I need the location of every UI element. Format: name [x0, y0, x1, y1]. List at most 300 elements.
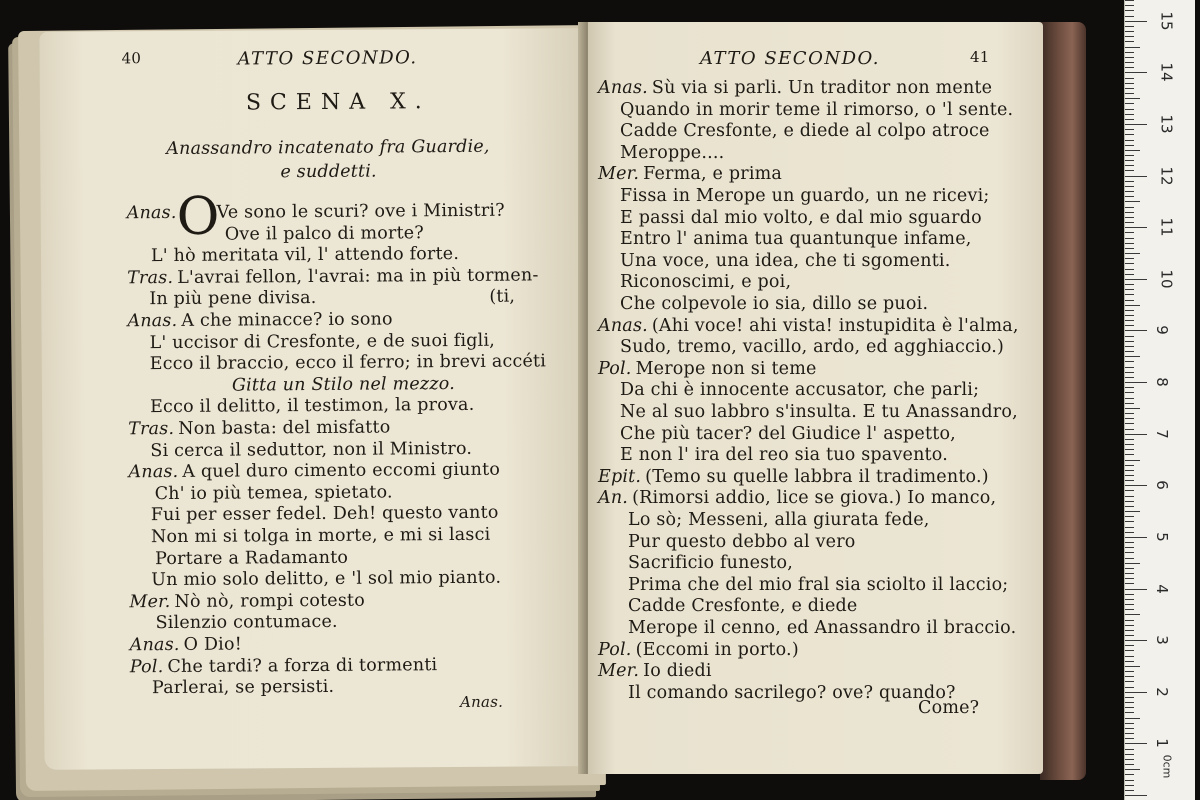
ruler-tick	[1125, 552, 1134, 553]
ruler-tick	[1125, 36, 1134, 37]
ruler-tick	[1125, 774, 1134, 775]
verse-line	[155, 547, 348, 568]
verse-line	[129, 590, 365, 612]
ruler-tick	[1125, 594, 1134, 595]
ruler-tick	[1125, 620, 1134, 621]
ruler-tick	[1125, 480, 1134, 481]
ruler-tick	[1125, 52, 1134, 53]
verse-text: Cadde Cresfonte, e diede	[628, 596, 858, 617]
verse-line	[620, 100, 1013, 120]
ruler-tick	[1125, 707, 1134, 708]
verse-line	[598, 164, 782, 184]
ruler-tick	[1125, 31, 1134, 32]
ruler-tick	[1125, 568, 1134, 569]
verse-text: Ecco il delitto, il testimon, la prova.	[149, 395, 475, 418]
ruler-tick	[1125, 408, 1140, 409]
ruler-label: 8	[1152, 377, 1171, 387]
ruler-tick	[1125, 542, 1134, 543]
verse-text: E non l' ira del reo sia tuo spavento.	[620, 445, 948, 466]
ruler-tick	[1125, 460, 1140, 461]
ruler-tick	[1125, 625, 1134, 626]
verse-text: Cadde Cresfonte, e diede al colpo atroce	[620, 121, 990, 142]
line-end-fragment: (ti,	[489, 286, 516, 307]
ruler-label: 5	[1152, 532, 1171, 542]
verse-line	[620, 294, 928, 314]
verse-text: Ch' io più temea, spietato.	[154, 482, 393, 504]
right-catchword: Come?	[918, 698, 980, 718]
ruler-tick	[1125, 367, 1134, 368]
ruler-label: 4	[1152, 583, 1171, 594]
ruler-tick	[1125, 160, 1134, 161]
scene-title: SCENA X.	[245, 89, 431, 116]
verse-text: O Dio!	[183, 634, 242, 655]
ruler-tick	[1125, 769, 1140, 770]
ruler-tick	[1125, 372, 1134, 373]
ruler-tick	[1125, 145, 1134, 146]
ruler-tick	[1125, 780, 1134, 781]
verse-line	[155, 612, 337, 633]
verse-text: Ecco il braccio, ecco il ferro; in brevi accéti	[149, 351, 547, 375]
ruler-label: 14	[1157, 62, 1176, 82]
ruler-tick	[1125, 377, 1134, 378]
ruler-tick	[1125, 501, 1134, 502]
verse-text: In più pene divisa.	[149, 288, 317, 310]
verse-line	[628, 575, 1008, 595]
ruler-tick	[1125, 434, 1147, 435]
ruler-tick	[1125, 650, 1134, 651]
ruler-tick	[1125, 743, 1147, 744]
ruler-tick	[1125, 165, 1134, 166]
verse-line	[620, 445, 948, 465]
verse-line	[151, 244, 459, 266]
ruler-tick	[1125, 465, 1134, 466]
ruler-tick	[1125, 635, 1134, 636]
verse-text: Da chi è innocente accusator, che parli;	[620, 380, 980, 401]
speaker-label: Anas.	[128, 462, 179, 483]
verse-line	[598, 661, 712, 681]
ruler-tick	[1125, 88, 1134, 89]
ruler-tick	[1125, 83, 1134, 84]
ruler-tick	[1125, 191, 1134, 192]
verse-text: Quando in morir teme il rimorso, o 'l sente.	[620, 99, 1014, 120]
ruler-label: 1	[1152, 738, 1171, 749]
ruler-tick	[1125, 413, 1134, 414]
ruler-label: 15	[1157, 11, 1176, 31]
ruler-label: 12	[1157, 166, 1176, 186]
verse-line	[151, 503, 499, 525]
book-cover-edge	[1040, 22, 1086, 780]
ruler-tick	[1125, 196, 1134, 197]
verse-line	[150, 395, 475, 417]
verse-text: Non mi si tolga in morte, e mi si lasci	[150, 524, 491, 548]
verse-line	[127, 265, 539, 288]
ruler-tick	[1125, 738, 1134, 739]
verse-line	[150, 438, 472, 460]
ruler-tick	[1125, 16, 1134, 17]
ruler-tick	[1125, 728, 1134, 729]
ruler-tick	[1125, 10, 1134, 11]
verse-text: L' hò meritata vil, l' attendo forte.	[150, 244, 460, 267]
ruler-label: 9	[1152, 325, 1171, 336]
verse-line	[151, 525, 491, 547]
verse-line	[128, 417, 390, 439]
verse-line	[628, 618, 1016, 638]
speaker-label: Mer.	[598, 661, 640, 682]
ruler-tick	[1125, 212, 1134, 213]
verse-line	[127, 201, 505, 224]
verse-line	[598, 467, 989, 487]
verse-text: L' uccisor di Cresfonte, e de suoi figli,	[149, 330, 496, 353]
ruler-unit: 0cm	[1160, 754, 1174, 779]
ruler-tick	[1125, 558, 1134, 559]
speaker-label: Tras.	[127, 267, 174, 289]
verse-text: Sacrificio funesto,	[628, 553, 794, 574]
verse-text: Il comando sacrilego? ove? quando?	[628, 682, 956, 703]
ruler-tick	[1125, 687, 1134, 688]
verse-text: A che minacce? io sono	[181, 309, 393, 331]
ruler-tick	[1125, 733, 1134, 734]
ruler-tick	[1125, 511, 1140, 512]
ruler-tick	[1125, 578, 1134, 579]
ruler-tick	[1125, 718, 1140, 719]
verse-line	[620, 121, 990, 141]
verse-text: Fui per esser fedel. Deh! questo vanto	[150, 503, 499, 526]
verse-text: Portare a Radamanto	[155, 547, 349, 569]
verse-text: Ove il palco di morte?	[224, 222, 424, 245]
ruler-tick	[1125, 723, 1134, 724]
ruler-tick	[1125, 749, 1134, 750]
ruler-tick	[1125, 201, 1140, 202]
verse-line	[620, 251, 951, 271]
verse-line	[130, 635, 242, 656]
ruler-tick	[1125, 103, 1134, 104]
right-page-number: 41	[970, 48, 990, 66]
verse-text: Entro l' anima tua quantunque infame,	[620, 229, 972, 250]
ruler-tick	[1125, 330, 1147, 331]
ruler-tick	[1125, 62, 1134, 63]
ruler-tick	[1125, 583, 1134, 584]
ruler-tick	[1125, 444, 1134, 445]
ruler-tick	[1125, 589, 1147, 590]
verse-text: Che colpevole io sia, dillo se puoi.	[620, 294, 929, 314]
verse-text: (Eccomi in porto.)	[635, 639, 799, 660]
ruler-tick	[1125, 217, 1134, 218]
ruler-tick	[1125, 207, 1134, 208]
ruler-tick	[1125, 284, 1134, 285]
ruler-tick	[1125, 253, 1140, 254]
verse-line	[598, 640, 799, 660]
ruler-tick	[1125, 140, 1134, 141]
verse-text: Una voce, una idea, che ti sgomenti.	[620, 250, 951, 271]
verse-line	[628, 553, 793, 573]
verse-text: Ne al suo labbro s'insulta. E tu Anassandro,	[620, 402, 1018, 422]
ruler-tick	[1125, 630, 1134, 631]
ruler-label: 2	[1152, 686, 1171, 697]
ruler-tick	[1125, 114, 1134, 115]
verse-text: L'avrai fellon, l'avrai: ma in più tormen-	[177, 265, 539, 288]
ruler-tick	[1125, 573, 1134, 574]
ruler-tick	[1125, 21, 1147, 22]
ruler-tick	[1125, 382, 1147, 383]
ruler-tick	[1125, 232, 1134, 233]
ruler-tick	[1125, 41, 1134, 42]
verse-line	[620, 272, 791, 292]
ruler-tick	[1125, 532, 1134, 533]
ruler-label: 6	[1152, 480, 1171, 491]
verse-line	[620, 143, 724, 163]
stage-direction-2: e suddetti.	[280, 161, 377, 183]
ruler-tick	[1125, 661, 1134, 662]
verse-line	[598, 316, 1019, 336]
verse-text: Merope il cenno, ed Anassandro il braccio.	[628, 618, 1017, 638]
ruler-tick	[1125, 310, 1134, 311]
stage-direction-1: Anassandro incatenato fra Guardie,	[166, 136, 490, 160]
speaker-label: Anas.	[598, 315, 648, 336]
verse-line	[620, 380, 979, 400]
ruler-tick	[1125, 305, 1140, 306]
ruler-tick	[1125, 289, 1134, 290]
ruler-tick	[1125, 656, 1134, 657]
verse-text: Che tardi? a forza di tormenti	[167, 654, 438, 677]
verse-line	[598, 78, 992, 98]
ruler-label: 11	[1157, 217, 1176, 237]
ruler-tick	[1125, 537, 1147, 538]
ruler-label: 10	[1157, 269, 1176, 289]
ruler-tick	[1125, 124, 1147, 125]
ruler-label: 7	[1152, 428, 1171, 439]
ruler-tick	[1125, 26, 1134, 27]
ruler-tick	[1125, 181, 1134, 182]
left-running-head: ATTO SECONDO.	[237, 47, 418, 70]
verse-text: Sudo, tremo, vacillo, ardo, ed agghiaccio.)	[620, 337, 1005, 358]
ruler-tick	[1125, 398, 1134, 399]
verse-line	[620, 424, 956, 444]
ruler-tick	[1125, 269, 1134, 270]
ruler-tick	[1125, 764, 1134, 765]
measuring-ruler	[1124, 0, 1195, 800]
verse-line	[128, 460, 500, 483]
verse-text: Prima che del mio fral sia sciolto il laccio;	[628, 574, 1009, 595]
speaker-label: Epit.	[598, 466, 642, 487]
ruler-tick	[1125, 521, 1134, 522]
ruler-tick	[1125, 759, 1134, 760]
verse-text: Merope non si teme	[635, 358, 817, 379]
ruler-tick	[1125, 429, 1134, 430]
ruler-tick	[1125, 248, 1134, 249]
ruler-tick	[1125, 496, 1134, 497]
ruler-tick	[1125, 320, 1134, 321]
verse-line	[620, 229, 972, 249]
verse-line	[628, 596, 857, 616]
ruler-tick	[1125, 222, 1134, 223]
ruler-tick	[1125, 516, 1134, 517]
speaker-label: Pol.	[598, 639, 632, 660]
ruler-tick	[1125, 403, 1134, 404]
ruler-tick	[1125, 109, 1134, 110]
ruler-tick	[1125, 454, 1134, 455]
ruler-tick	[1125, 258, 1134, 259]
verse-text: Nò nò, rompi cotesto	[174, 590, 366, 612]
ruler-tick	[1125, 790, 1134, 791]
verse-text: Lo sò; Messeni, alla giurata fede,	[628, 510, 930, 530]
ruler-tick	[1125, 72, 1147, 73]
verse-text: Silenzio contumace.	[155, 612, 338, 634]
verse-text: Parlerai, se persisti.	[151, 677, 335, 699]
ruler-tick	[1125, 692, 1147, 693]
ruler-tick	[1125, 263, 1134, 264]
ruler-tick	[1125, 227, 1147, 228]
verse-line	[598, 488, 996, 508]
ruler-tick	[1125, 527, 1134, 528]
verse-line	[628, 532, 856, 552]
verse-line	[127, 309, 392, 331]
verse-line	[225, 223, 424, 244]
ruler-tick	[1125, 506, 1134, 507]
verse-line	[150, 352, 546, 375]
ruler-tick	[1125, 671, 1134, 672]
ruler-tick	[1125, 336, 1134, 337]
ruler-label: 3	[1152, 635, 1171, 645]
ruler-tick	[1125, 119, 1134, 120]
ruler-tick	[1125, 490, 1134, 491]
ruler-tick	[1125, 170, 1134, 171]
verse-text: A quel duro cimento eccomi giunto	[182, 459, 501, 483]
ruler-tick	[1125, 604, 1134, 605]
ruler-tick	[1125, 351, 1134, 352]
speaker-label: Pol.	[598, 358, 632, 379]
ruler-tick	[1125, 361, 1134, 362]
verse-text: Pur questo debbo al vero	[628, 531, 856, 552]
ruler-tick	[1125, 47, 1140, 48]
ruler-tick	[1125, 341, 1134, 342]
verse-text: Riconoscimi, e poi,	[620, 272, 792, 293]
verse-line	[620, 337, 1004, 357]
verse-line	[620, 186, 989, 206]
ruler-tick	[1125, 5, 1134, 6]
ruler-tick	[1125, 449, 1134, 450]
verse-line	[149, 288, 316, 309]
ruler-tick	[1125, 563, 1140, 564]
verse-text: (Ahi voce! ahi vista! instupidita è l'alma,	[651, 315, 1019, 336]
verse-text: (Temo su quelle labbra il tradimento.)	[645, 466, 989, 487]
ruler-tick	[1125, 666, 1140, 667]
verse-text: Ve sono le scuri? ove i Ministri?	[216, 200, 505, 223]
speaker-label: An.	[598, 488, 629, 509]
ruler-tick	[1125, 439, 1134, 440]
ruler-tick	[1125, 676, 1134, 677]
verse-text: Meroppe....	[620, 142, 725, 163]
verse-line	[620, 402, 1018, 422]
ruler-tick	[1125, 392, 1134, 393]
ruler-tick	[1125, 238, 1134, 239]
ruler-tick	[1125, 243, 1134, 244]
verse-line	[628, 683, 956, 703]
speaker-label: Anas.	[598, 78, 648, 98]
verse-text: Sù via si parli. Un traditor non mente	[651, 78, 993, 98]
ruler-tick	[1125, 129, 1134, 130]
verse-line	[152, 677, 334, 698]
ruler-tick	[1125, 387, 1134, 388]
ruler-tick	[1125, 274, 1134, 275]
verse-line	[598, 359, 817, 379]
ruler-tick	[1125, 609, 1134, 610]
speaker-label: Anas.	[127, 310, 178, 332]
ruler-tick	[1125, 614, 1140, 615]
verse-line	[155, 482, 393, 504]
speaker-label: Tras.	[128, 418, 175, 440]
ruler-tick	[1125, 547, 1134, 548]
verse-line	[130, 655, 438, 677]
verse-text: Che più tacer? del Giudice l' aspetto,	[620, 423, 956, 444]
verse-text: Fissa in Merope un guardo, un ne ricevi;	[620, 186, 990, 206]
verse-text: E passi dal mio volto, e dal mio sguardo	[620, 207, 982, 228]
ruler-tick	[1125, 0, 1134, 1]
drop-cap: O	[176, 186, 220, 247]
ruler-label: 13	[1157, 114, 1176, 134]
left-page-number: 40	[121, 49, 142, 68]
ruler-tick	[1125, 176, 1147, 177]
ruler-tick	[1125, 279, 1147, 280]
right-page	[588, 22, 1043, 774]
ruler-tick	[1125, 754, 1134, 755]
ruler-tick	[1125, 712, 1134, 713]
verse-text: Io diedi	[643, 661, 712, 682]
verse-text: Gitta un Stilo nel mezzo.	[231, 373, 455, 396]
ruler-tick	[1125, 485, 1147, 486]
ruler-tick	[1125, 67, 1134, 68]
ruler-tick	[1125, 785, 1134, 786]
left-page	[39, 28, 587, 770]
verse-text: (Rimorsi addio, lice se giova.) Io manco,	[632, 488, 997, 509]
ruler-tick	[1125, 645, 1134, 646]
ruler-tick	[1125, 640, 1147, 641]
ruler-tick	[1125, 150, 1140, 151]
speaker-label: Mer.	[129, 591, 171, 613]
ruler-tick	[1125, 155, 1134, 156]
ruler-tick	[1125, 57, 1134, 58]
verse-line	[620, 208, 982, 228]
ruler-tick	[1125, 325, 1134, 326]
ruler-tick	[1125, 98, 1140, 99]
verse-text: Ferma, e prima	[643, 164, 783, 185]
verse-text: Un mio solo delitto, e 'l sol mio pianto.	[151, 567, 502, 591]
left-catchword: Anas.	[460, 692, 504, 711]
verse-line	[628, 510, 930, 530]
ruler-tick	[1125, 423, 1134, 424]
ruler-tick	[1125, 186, 1134, 187]
verse-line	[232, 374, 455, 396]
ruler-tick	[1125, 78, 1134, 79]
ruler-tick	[1125, 702, 1134, 703]
verse-line	[151, 568, 501, 590]
speaker-label: Mer.	[598, 164, 640, 185]
ruler-tick	[1125, 346, 1134, 347]
verse-line	[150, 330, 496, 352]
speaker-label: Anas.	[129, 634, 180, 656]
right-running-head: ATTO SECONDO.	[700, 48, 880, 69]
ruler-tick	[1125, 475, 1134, 476]
ruler-tick	[1125, 681, 1134, 682]
ruler-tick	[1125, 300, 1134, 301]
verse-text: Non basta: del misfatto	[178, 417, 391, 439]
ruler-tick	[1125, 134, 1134, 135]
ruler-tick	[1125, 294, 1134, 295]
ruler-tick	[1125, 795, 1147, 796]
ruler-tick	[1125, 470, 1134, 471]
ruler-tick	[1125, 315, 1134, 316]
ruler-tick	[1125, 599, 1134, 600]
verse-text: Si cerca il seduttor, non il Ministro.	[150, 438, 473, 461]
